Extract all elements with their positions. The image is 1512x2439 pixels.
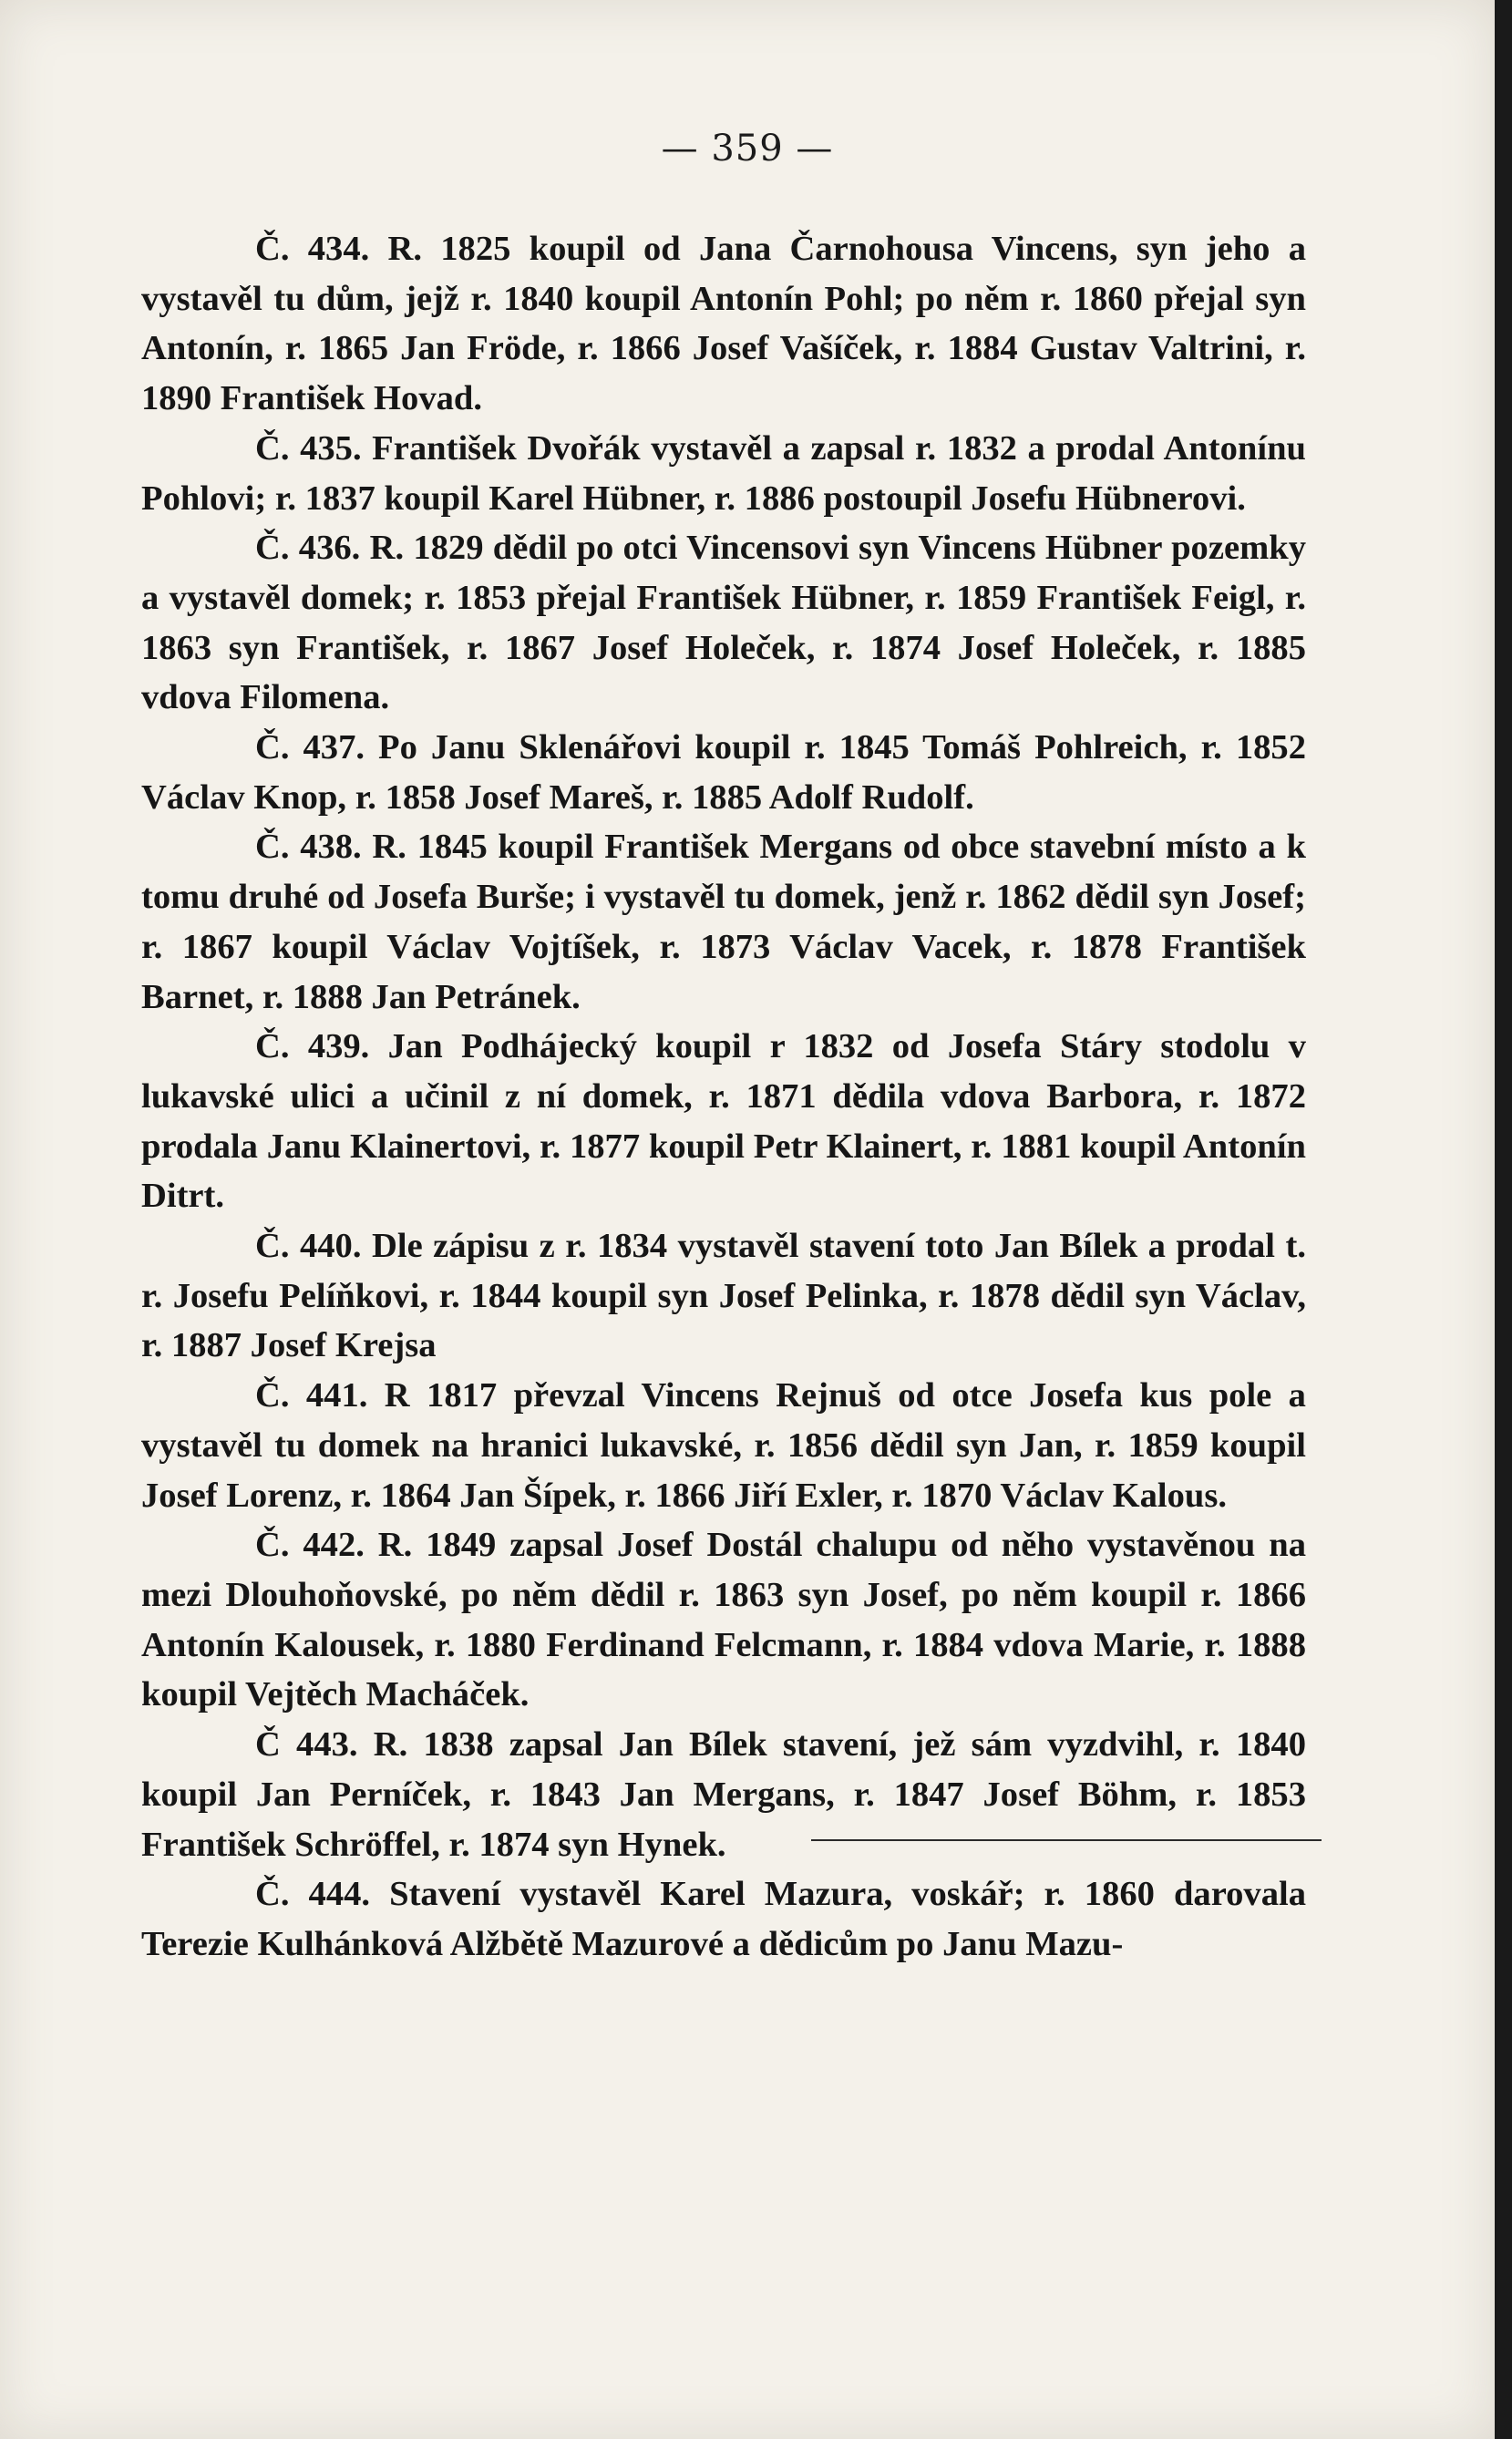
entry-442 xyxy=(141,1520,1306,1720)
entries-text-block xyxy=(141,224,1306,1970)
page-number: — 359 — xyxy=(661,128,834,170)
entry-text: R. 1838 zapsal Jan Bílek stavení, jež sám vyzdvihl, r. 1840 koupil Jan Perníček, r. 1843 Jan Mergans, r. 1847 Josef Böhm, r. 1853 František Schröffel, r. 1874 syn Hynek. xyxy=(141,1725,1306,1864)
entry-439 xyxy=(141,1022,1306,1221)
entry-number: Č. 437. xyxy=(255,728,365,767)
entry-number: Č. 436. xyxy=(255,529,361,568)
entry-434 xyxy=(141,224,1306,424)
entry-text: R. 1825 koupil od Jana Čarnohousa Vincens, syn jeho a vystavěl tu dům, jejž r. 1840 koupil Antonín Pohl; po něm r. 1860 přejal syn Antonín, r. 1865 Jan Fröde, r. 1866 Josef Vašíček, r. 1884 Gustav Valtrini, r. 1890 František Hovad. xyxy=(141,230,1306,418)
entry-number: Č. 434. xyxy=(255,230,370,268)
entry-number: Č. 444. xyxy=(255,1875,371,1914)
entry-text: R. 1845 koupil František Mergans od obce stavební místo a k tomu druhé od Josefa Burše; i vystavěl tu domek, jenž r. 1862 dědil syn Josef; r. 1867 koupil Václav Vojtíšek, r. 1873 Václav Vacek, r. 1878 František Barnet, r. 1888 Jan Petránek. xyxy=(141,828,1306,1016)
entry-number: Č. 439. xyxy=(255,1027,370,1066)
entry-443 xyxy=(141,1720,1306,1869)
entry-number: Č. 440. xyxy=(255,1227,362,1266)
entry-435 xyxy=(141,424,1306,523)
entry-441 xyxy=(141,1371,1306,1520)
entry-text: Jan Podhájecký koupil r 1832 od Josefa Stáry stodolu v lukavské ulici a učinil z ní domek, r. 1871 dědila vdova Barbora, r. 1872 prodala Janu Klainertovi, r. 1877 koupil Petr Klainert, r. 1881 koupil Antonín Ditrt. xyxy=(141,1027,1306,1216)
separator-rule xyxy=(811,1839,1322,1841)
entry-text: R. 1849 zapsal Josef Dostál chalupu od něho vystavěnou na mezi Dlouhoňovské, po něm dědil r. 1863 syn Josef, po něm koupil r. 1866 Antonín Kalousek, r. 1880 Ferdinand Felcmann, r. 1884 vdova Marie, r. 1888 koupil Vejtěch Macháček. xyxy=(141,1526,1306,1714)
entry-text: Dle zápisu z r. 1834 vystavěl stavení toto Jan Bílek a prodal t. r. Josefu Pelíňkovi, r. 1844 koupil syn Josef Pelinka, r. 1878 dědil syn Václav, r. 1887 Josef Krejsa xyxy=(141,1227,1306,1365)
entry-number: Č. 442. xyxy=(255,1526,365,1565)
entry-number: Č. 438. xyxy=(255,828,362,867)
entry-438 xyxy=(141,822,1306,1022)
entry-text: R 1817 převzal Vincens Rejnuš od otce Josefa kus pole a vystavěl tu domek na hranici lukavské, r. 1856 dědil syn Jan, r. 1859 koupil Josef Lorenz, r. 1864 Jan Šípek, r. 1866 Jiří Exler, r. 1870 Václav Kalous. xyxy=(141,1376,1306,1515)
entry-number: Č. 441. xyxy=(255,1376,368,1415)
entry-text: R. 1829 dědil po otci Vincensovi syn Vincens Hübner pozemky a vystavěl domek; r. 1853 přejal František Hübner, r. 1859 František Feigl, r. 1863 syn František, r. 1867 Josef Holeček, r. 1874 Josef Holeček, r. 1885 vdova Filomena. xyxy=(141,529,1306,717)
entry-number: Č. 435. xyxy=(255,428,362,468)
entry-text: Stavení vystavěl Karel Mazura, voskář; r. 1860 darovala Terezie Kulhánková Alžbětě Mazurové a dědicům po Janu Mazu- xyxy=(141,1875,1306,1963)
entry-440 xyxy=(141,1221,1306,1371)
page-edge xyxy=(1495,0,1512,2439)
entry-444 xyxy=(141,1869,1306,1969)
entry-text: František Dvořák vystavěl a zapsal r. 1832 a prodal Antonínu Pohlovi; r. 1837 koupil Karel Hübner, r. 1886 postoupil Josefu Hübnerovi. xyxy=(141,428,1306,518)
entry-number: Č 443. xyxy=(255,1725,358,1765)
entry-text: Po Janu Sklenářovi koupil r. 1845 Tomáš Pohlreich, r. 1852 Václav Knop, r. 1858 Josef Mareš, r. 1885 Adolf Rudolf. xyxy=(141,728,1306,817)
entry-437 xyxy=(141,723,1306,822)
entry-436 xyxy=(141,523,1306,723)
